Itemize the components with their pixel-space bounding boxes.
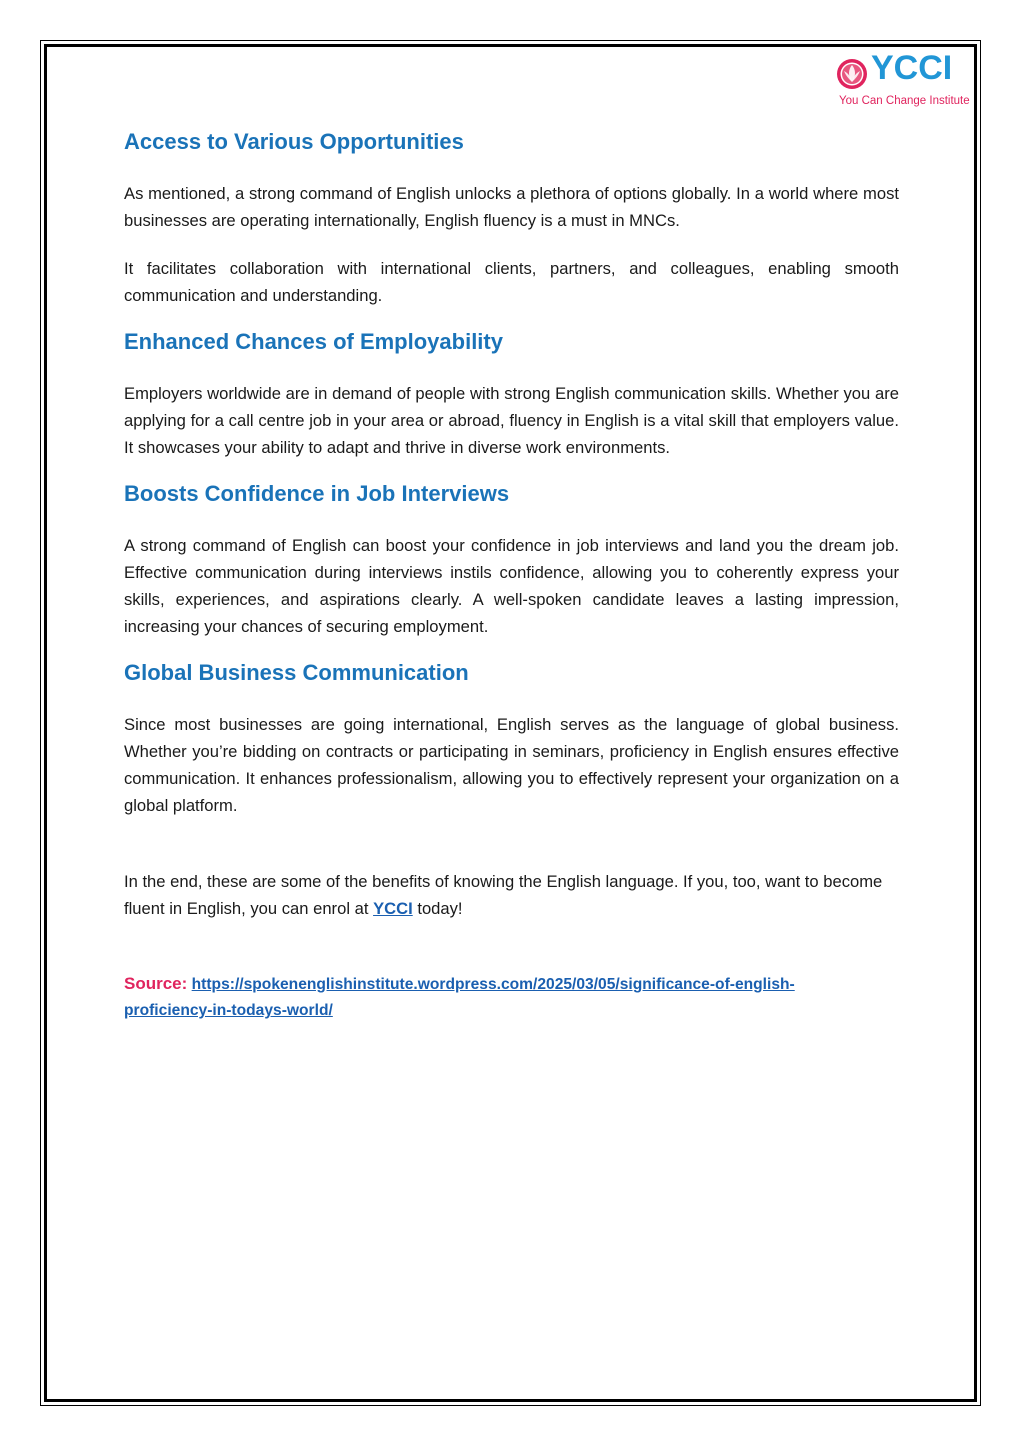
closing-text: In the end, these are some of the benefits of knowing the English language. If you, too, want to become fluent in English, you can enrol at — [124, 872, 883, 918]
ycci-logo — [833, 49, 970, 113]
paragraph: A strong command of English can boost your confidence in job interviews and land you the dream job. Effective communication during interviews instils confidence, allowing you to coherently express your skills, experiences, and aspirations clearly. A well-spoken candidate leaves a lasting impression, increasing your chances of securing employment. — [124, 536, 899, 636]
source-url-link[interactable] — [124, 976, 795, 1019]
source-citation — [124, 971, 899, 1024]
source-url-line2: proficiency-in-todays-world/ — [124, 1002, 333, 1019]
logo-wordmark: YCCI — [871, 49, 953, 87]
ycci-link[interactable]: YCCI — [373, 899, 413, 918]
closing-paragraph — [124, 868, 899, 922]
lotus-emblem-icon — [835, 57, 869, 91]
paragraph: It facilitates collaboration with international clients, partners, and colleagues, enabling smooth communication and understanding. — [124, 259, 899, 305]
heading-access-opportunities: Access to Various Opportunities — [124, 129, 464, 154]
heading-confidence-interviews: Boosts Confidence in Job Interviews — [124, 481, 510, 506]
paragraph: Since most businesses are going international, English serves as the language of global business. Whether you’re bidding on contracts or participating in seminars, proficiency in English ensures effective communication. It enhances professionalism, allowing you to effectively represent your organization on a global platform. — [124, 715, 899, 815]
logo-tagline: You Can Change Institute — [839, 95, 970, 107]
heading-employability: Enhanced Chances of Employability — [124, 329, 503, 354]
heading-global-business: Global Business Communication — [124, 660, 469, 685]
source-label: Source: — [124, 974, 188, 993]
closing-text-end: today! — [412, 899, 463, 918]
source-url-line1: https://spokenenglishinstitute.wordpress.com/2025/03/05/significance-of-english- — [191, 976, 795, 993]
paragraph: As mentioned, a strong command of English unlocks a plethora of options globally. In a world where most businesses are operating internationally, English fluency is a must in MNCs. — [124, 184, 899, 230]
paragraph: Employers worldwide are in demand of people with strong English communication skills. Whether you are applying for a call centre job in your area or abroad, fluency in English is a vital skill that employers value. It showcases your ability to adapt and thrive in diverse work environments. — [124, 384, 899, 457]
article-body — [124, 124, 899, 1024]
